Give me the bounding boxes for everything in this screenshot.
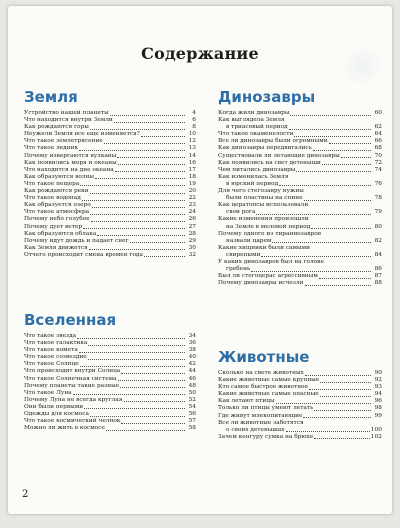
toc-entry-page: 4 <box>192 110 196 116</box>
toc-entry-page: 23 <box>188 202 196 209</box>
section-universe <box>24 311 196 432</box>
toc-entry-page: 46 <box>188 375 196 382</box>
toc-leader-dots <box>309 389 371 390</box>
toc-entry <box>218 110 382 117</box>
toc-leader-dots <box>311 228 371 229</box>
toc-leader-dots <box>322 164 371 165</box>
toc-entry-page: 62 <box>374 124 382 131</box>
toc-entry-page: 17 <box>188 166 196 173</box>
toc-entry-label: Что такое пещера <box>24 180 80 187</box>
toc-leader-dots <box>320 382 371 383</box>
toc-entry-page: 99 <box>374 412 382 419</box>
toc-leader-dots <box>120 387 185 388</box>
toc-entry-label: Устройство нашей планеты <box>24 110 109 116</box>
toc-entry <box>24 153 196 160</box>
toc-entry-label: назвали царем <box>226 237 272 244</box>
toc-entry-label: Что такое водопад <box>24 195 81 202</box>
toc-entry <box>24 383 196 390</box>
toc-leader-dots <box>329 143 371 144</box>
toc-leader-dots <box>144 256 185 257</box>
toc-leader-dots <box>106 430 185 431</box>
toc-entry-label: в триасовый период <box>226 124 288 131</box>
toc-entry-label: Все ли животные заботятся <box>218 419 304 426</box>
section-animals <box>218 348 382 441</box>
toc-leader-dots <box>89 249 185 250</box>
toc-entry-label: Только ли птицы умеют летать <box>218 405 314 412</box>
toc-leader-dots <box>261 256 371 257</box>
toc-entry-label: свирепыми <box>226 251 261 258</box>
toc-entry-page: 38 <box>188 347 196 354</box>
toc-entry-page: 26 <box>188 216 196 223</box>
toc-entry-label: Как образуются волны <box>24 173 95 180</box>
toc-entry-label: на Земле в меловой период <box>226 223 311 230</box>
book-page <box>8 6 392 514</box>
toc-entry-page: 44 <box>188 368 196 375</box>
toc-entry-page: 88 <box>374 280 382 287</box>
toc-entry-page: 79 <box>374 209 382 216</box>
toc-entry-page: 90 <box>374 370 382 376</box>
toc-entry <box>218 238 382 245</box>
toc-entry-label: Что такое звезда <box>24 333 77 339</box>
toc-entry-page: 32 <box>188 251 196 258</box>
toc-entry <box>24 160 196 167</box>
toc-entry-page: 40 <box>188 354 196 361</box>
toc-entry-page: 66 <box>374 138 382 145</box>
toc-entry-page: 100 <box>370 426 382 433</box>
toc-entry-page: 86 <box>374 266 382 273</box>
toc-entry-label: были пластины на спине <box>226 195 303 202</box>
toc-entry <box>218 224 382 231</box>
toc-entry <box>218 280 382 287</box>
toc-entry-label: Какие изменения произошли <box>218 216 309 223</box>
toc-entry <box>24 361 196 368</box>
toc-entry-page: 24 <box>188 209 196 216</box>
toc-entry-page: 27 <box>188 223 196 230</box>
toc-entry-label: У каких динозавров был на голове <box>218 258 324 265</box>
toc-entry-page: 76 <box>374 180 382 187</box>
toc-entry-label: Что такое атмосфера <box>24 209 90 216</box>
toc-entry <box>218 266 382 273</box>
toc-entry-label: Как образуется озеро <box>24 202 91 209</box>
toc-entry-page: 58 <box>188 425 196 432</box>
toc-entry-page: 92 <box>374 377 382 384</box>
toc-entry <box>24 340 196 347</box>
toc-entry-page: 72 <box>374 159 382 166</box>
toc-entry-label: Сколько на свете животных <box>218 370 304 376</box>
toc-entry-page: 6 <box>192 117 196 124</box>
toc-entry-label: о своих детенышах <box>226 426 285 433</box>
toc-entry-page: 34 <box>188 333 196 339</box>
toc-entry-page: 50 <box>188 389 196 396</box>
toc-entry-label: Кто самое быстрое животное <box>218 384 308 391</box>
toc-entry <box>24 252 196 259</box>
toc-entry <box>24 390 196 397</box>
toc-entry-page: 14 <box>188 152 196 159</box>
toc-entry-page: 56 <box>188 411 196 418</box>
toc-entry-page: 64 <box>374 131 382 138</box>
toc-entry-label: Когда жили динозавры <box>218 110 290 116</box>
toc-entry <box>24 404 196 411</box>
toc-entry-label: Как летают птицы <box>218 398 275 405</box>
toc-leader-dots <box>251 271 371 272</box>
toc-entry-label: Что происходит внутри Солнца <box>24 368 121 375</box>
toc-entry <box>24 145 196 152</box>
toc-entry <box>24 138 196 145</box>
toc-entry-label: Как цератопсы использовали <box>218 202 309 209</box>
toc-leader-dots <box>90 129 185 130</box>
toc-leader-dots <box>88 345 185 346</box>
toc-entry-label: Одежды для космоса <box>24 411 89 418</box>
toc-leader-dots <box>286 431 370 432</box>
toc-leader-dots <box>73 394 185 395</box>
toc-entry-label: Как рождаются реки <box>24 188 89 195</box>
toc-entry <box>24 411 196 418</box>
toc-entry-label: Как динозавры передвигались <box>218 145 312 152</box>
toc-entry <box>218 384 382 391</box>
toc-leader-dots <box>341 157 371 158</box>
toc-entry-label: Какие животные самые опасные <box>218 391 319 398</box>
toc-entry-page: 96 <box>374 398 382 405</box>
toc-entry-label: Какие хищники были самыми <box>218 244 310 251</box>
toc-entry-label: Что такое окаменелости <box>218 131 294 138</box>
toc-entry <box>218 405 382 412</box>
section-title-dinosaurs: Динозавры <box>218 88 316 106</box>
toc-entry-page: 98 <box>374 405 382 412</box>
toc-entry <box>24 425 196 432</box>
toc-entry-label: Отчего происходит смена времен года <box>24 251 143 258</box>
toc-entry <box>218 391 382 398</box>
toc-entry-page: 102 <box>370 433 382 440</box>
toc-entry-label: Что такое Луна <box>24 389 72 396</box>
toc-leader-dots <box>296 171 371 172</box>
toc-entry-page: 82 <box>374 237 382 244</box>
toc-entry-label: Почему небо голубое <box>24 216 90 223</box>
section-title-animals: Животные <box>218 348 310 366</box>
toc-entry-label: Почему идут дождь и падает снег <box>24 237 129 244</box>
toc-entry-page: 30 <box>188 244 196 251</box>
toc-leader-dots <box>117 157 185 158</box>
toc-leader-dots <box>319 278 371 279</box>
toc-entry <box>218 434 382 441</box>
toc-leader-dots <box>115 171 185 172</box>
toc-entry-page: 84 <box>374 251 382 258</box>
toc-entry <box>24 231 196 238</box>
toc-entry-label: Как изменилась Земля <box>218 173 289 180</box>
toc-entry-page: 19 <box>188 180 196 187</box>
toc-entry <box>24 333 196 340</box>
toc-leader-dots <box>289 129 371 130</box>
toc-leader-dots <box>314 410 371 411</box>
toc-leader-dots <box>121 423 185 424</box>
toc-entry-label: Все ли динозавры были огромными <box>218 138 328 145</box>
toc-entry <box>218 167 382 174</box>
toc-entry-label: Почему динозавры исчезли <box>218 280 304 287</box>
section-dinosaurs <box>218 88 382 287</box>
toc-entry <box>24 376 196 383</box>
toc-leader-dots <box>130 242 185 243</box>
toc-entry <box>24 174 196 181</box>
toc-entry-label: Что такое космический челнок <box>24 418 121 425</box>
toc-entry-label: Что такое галактика <box>24 340 88 347</box>
toc-entry <box>218 195 382 202</box>
toc-entry-label: гребень <box>226 266 251 273</box>
toc-entry <box>24 238 196 245</box>
toc-entry-page: 70 <box>374 152 382 159</box>
toc-leader-dots <box>121 373 185 374</box>
toc-list-earth <box>24 110 196 259</box>
toc-entry-label: Зачем кенгуру сумка на брюхе <box>218 433 314 440</box>
toc-leader-dots <box>124 401 185 402</box>
toc-entry-label: Как появились на свет детеныши <box>218 159 321 166</box>
toc-entry-page: 80 <box>374 223 382 230</box>
toc-entry-label: Что находится на дне океана <box>24 166 114 173</box>
toc-entry-page: 74 <box>374 166 382 173</box>
toc-entry-label: в юрский период <box>226 180 279 187</box>
toc-leader-dots <box>279 185 371 186</box>
toc-entry-page: 68 <box>374 145 382 152</box>
toc-leader-dots <box>118 164 185 165</box>
section-earth <box>24 88 196 259</box>
toc-entry-page: 48 <box>188 382 196 389</box>
toc-entry <box>24 124 196 131</box>
toc-entry-page: 42 <box>188 361 196 368</box>
toc-entry-label: Почему дует ветер <box>24 223 83 230</box>
toc-entry-label: Какие животные самые крупные <box>218 377 320 384</box>
toc-entry-page: 8 <box>192 124 196 131</box>
toc-entry-label: Для чего стегозавру нужны <box>218 188 304 195</box>
toc-entry-page: 20 <box>188 188 196 195</box>
toc-entry-page: 29 <box>188 237 196 244</box>
toc-leader-dots <box>79 352 185 353</box>
toc-entry-label: Как рождаются горы <box>24 124 89 131</box>
toc-entry-page: 13 <box>188 145 196 152</box>
toc-entry <box>218 138 382 145</box>
toc-leader-dots <box>82 200 185 201</box>
toc-list-dinosaurs <box>218 110 382 287</box>
toc-entry-label: Как образуются облака <box>24 230 97 237</box>
toc-list-universe <box>24 333 196 432</box>
toc-entry <box>24 117 196 124</box>
toc-leader-dots <box>90 416 185 417</box>
toc-entry-label: Существовали ли летающие динозавры <box>218 152 340 159</box>
toc-leader-dots <box>97 235 185 236</box>
page-title: Содержание <box>141 44 259 63</box>
toc-entry-label: Как Земля движется <box>24 244 88 251</box>
toc-leader-dots <box>104 143 185 144</box>
toc-entry <box>24 224 196 231</box>
toc-leader-dots <box>313 150 371 151</box>
toc-entry <box>218 273 382 280</box>
toc-leader-dots <box>83 228 185 229</box>
toc-entry <box>24 418 196 425</box>
toc-entry <box>24 188 196 195</box>
toc-entry-page: 93 <box>374 384 382 391</box>
toc-entry-label: Почему извергаются вулканы <box>24 152 117 159</box>
toc-leader-dots <box>90 193 185 194</box>
toc-leader-dots <box>80 366 185 367</box>
toc-entry-page: 57 <box>188 418 196 425</box>
toc-entry-label: Что такое комета <box>24 347 78 354</box>
toc-entry <box>218 145 382 152</box>
toc-entry-page: 12 <box>188 138 196 145</box>
toc-entry-label: Что такое землетрясение <box>24 138 103 145</box>
section-title-universe: Вселенная <box>24 311 117 329</box>
toc-leader-dots <box>256 214 371 215</box>
toc-leader-dots <box>294 136 371 137</box>
toc-entry-page: 78 <box>374 195 382 202</box>
toc-entry <box>218 181 382 188</box>
toc-leader-dots <box>79 150 185 151</box>
toc-entry <box>218 209 382 216</box>
toc-entry-page: 52 <box>188 396 196 403</box>
toc-entry <box>218 160 382 167</box>
toc-leader-dots <box>84 408 185 409</box>
toc-entry-page: 60 <box>374 110 382 116</box>
toc-leader-dots <box>95 178 185 179</box>
toc-leader-dots <box>314 438 370 439</box>
toc-leader-dots <box>305 375 371 376</box>
toc-entry-page: 18 <box>188 173 196 180</box>
toc-entry-label: Как выглядела Земля <box>218 117 285 124</box>
toc-leader-dots <box>90 214 185 215</box>
toc-leader-dots <box>276 403 371 404</box>
toc-entry-label: Что такое созвездие <box>24 354 87 361</box>
toc-leader-dots <box>114 122 185 123</box>
toc-entry <box>218 427 382 434</box>
toc-leader-dots <box>118 380 185 381</box>
toc-entry-label: Где живут млекопитающие <box>218 412 303 419</box>
toc-leader-dots <box>80 185 185 186</box>
toc-entry <box>218 252 382 259</box>
toc-entry-label: Почему Луна не всегда круглая <box>24 396 123 403</box>
toc-entry <box>218 398 382 405</box>
toc-entry <box>24 216 196 223</box>
toc-entry-label: Что такое ледник <box>24 145 79 152</box>
toc-entry-label: Почему одного из тираннозавров <box>218 230 322 237</box>
toc-leader-dots <box>110 115 185 116</box>
toc-entry-page: 36 <box>188 340 196 347</box>
toc-entry <box>24 354 196 361</box>
toc-leader-dots <box>320 396 371 397</box>
toc-entry <box>218 413 382 420</box>
toc-leader-dots <box>141 136 185 137</box>
toc-entry-label: Как появились моря и океаны <box>24 159 117 166</box>
toc-entry-label: Был ли стегоцерас агрессивным <box>218 273 318 280</box>
toc-entry <box>218 124 382 131</box>
toc-entry <box>24 368 196 375</box>
toc-entry <box>218 370 382 377</box>
toc-entry-label: Чем питались динозавры <box>218 166 296 173</box>
toc-list-animals <box>218 370 382 441</box>
toc-entry-page: 87 <box>374 273 382 280</box>
toc-entry-label: Они были первыми <box>24 403 84 410</box>
toc-entry-page: 10 <box>188 131 196 138</box>
toc-entry-label: Почему планеты такие разные <box>24 382 120 389</box>
toc-leader-dots <box>304 200 371 201</box>
toc-entry <box>24 110 196 117</box>
toc-leader-dots <box>91 221 185 222</box>
toc-entry-label: Что находится внутри Земли <box>24 117 113 124</box>
toc-entry <box>24 181 196 188</box>
toc-entry <box>24 347 196 354</box>
toc-entry <box>24 167 196 174</box>
toc-entry-page: 22 <box>188 195 196 202</box>
toc-entry-label: Можно ли жить в космосе <box>24 425 105 432</box>
toc-entry-label: Неужели Земля все еще изменяется? <box>24 131 140 138</box>
toc-entry-label: свои рога <box>226 209 256 216</box>
toc-leader-dots <box>303 417 371 418</box>
page-number: 2 <box>22 489 29 500</box>
toc-leader-dots <box>305 285 372 286</box>
toc-leader-dots <box>92 207 185 208</box>
toc-entry-page: 94 <box>374 391 382 398</box>
toc-entry-label: Что такое Солнце <box>24 361 79 368</box>
toc-entry <box>24 245 196 252</box>
toc-entry-page: 28 <box>188 230 196 237</box>
section-title-earth: Земля <box>24 88 78 106</box>
toc-leader-dots <box>272 242 371 243</box>
toc-leader-dots <box>290 115 371 116</box>
toc-leader-dots <box>77 338 185 339</box>
toc-entry-label: Что такое Солнечная система <box>24 375 117 382</box>
toc-entry <box>24 397 196 404</box>
toc-entry <box>218 153 382 160</box>
toc-entry-page: 54 <box>188 403 196 410</box>
toc-entry-page: 16 <box>188 159 196 166</box>
toc-entry <box>24 131 196 138</box>
toc-leader-dots <box>88 359 185 360</box>
